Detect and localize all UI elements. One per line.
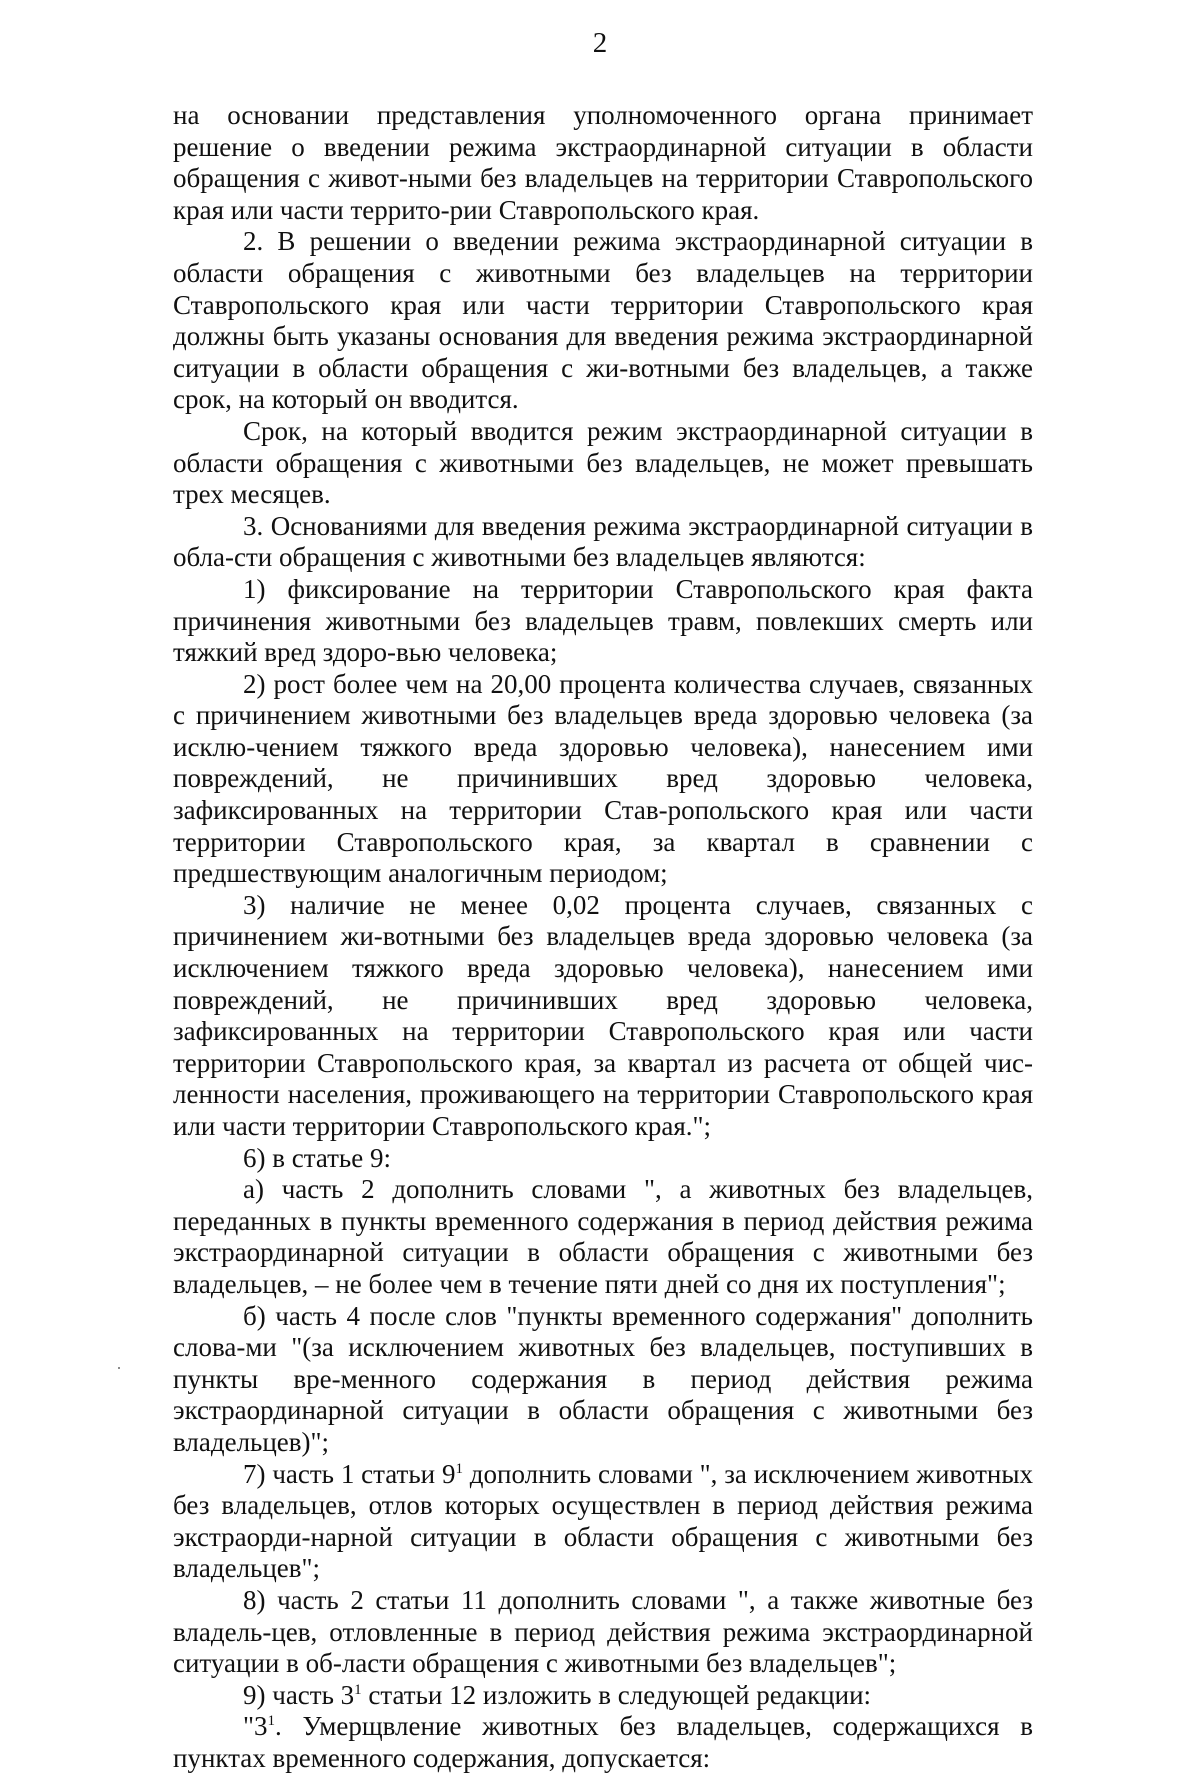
paragraph-text: "3 [243,1711,268,1742]
paragraph [173,1711,1033,1774]
paragraph-text: дополнить словами ", за исключением животных без владельцев, отлов которых осуществлен в период действия режима экстраорди-нарной ситуации в области обращения с животными без владельцев"; [173,1458,1033,1584]
paragraph: 2) рост более чем на 20,00 процента количества случаев, связанных с причинением животными без владельцев вреда здоровью человека (за исклю-чением тяжкого вреда здоровью человека), нанесением ими повреждений, не причинивших вред здоровью человека, зафиксированных на территории Став-ропольского края или части территории Ставропольского края, за квартал в сравнении с предшествующим аналогичным периодом; [173,668,1033,889]
paragraph: а) часть 2 дополнить словами ", а животных без владельцев, переданных в пункты временного содержания в период действия режима экстраординарной ситуации в области обращения с животными без владельцев, – не более чем в течение пяти дней со дня их поступления"; [173,1174,1033,1299]
superscript: 1 [354,1681,362,1698]
paragraph: Срок, на который вводится режим экстраординарной ситуации в области обращения с животными без владельцев, не может превышать трех месяцев. [173,415,1033,510]
paragraph-text: 7) часть 1 статьи 9 [243,1458,456,1489]
paragraph: 8) часть 2 статьи 11 дополнить словами ", а также животные без владель-цев, отловленные в период действия режима экстраординарной ситуации в об-ласти обращения с животными без владельцев"; [173,1584,1033,1679]
paragraph-text: . Умерщвление животных без владельцев, содержащихся в пунктах временного содержания, допускается: [173,1711,1033,1773]
paragraph: 3) наличие не менее 0,02 процента случаев, связанных с причинением жи-вотными без владельцев вреда здоровью человека (за исключением тяжкого вреда здоровью человека), нанесением ими повреждений, не причинивших вред здоровью человека, зафиксированных на территории Ставропольского края или части территории Ставропольского края, за квартал из расчета от общей чис-ленности населения, проживающего на территории Ставропольского края или части территории Ставропольского края."; [173,889,1033,1141]
superscript: 1 [267,1713,276,1730]
paragraph: 1) фиксирование на территории Ставропольского края факта причинения животными без владельцев травм, повлекших смерть или тяжкий вред здоро-вью человека; [173,573,1033,668]
paragraph [173,1680,1033,1712]
paragraph-text: статьи 12 изложить в следующей редакции: [361,1679,872,1710]
document-body [173,100,1033,1774]
paragraph [173,1459,1033,1585]
paragraph: 2. В решении о введении режима экстраординарной ситуации в области обращения с животными без владельцев на территории Ставропольского края или части территории Ставропольского края должны быть указаны основания для введения режима экстраординарной ситуации в области обращения с жи-вотными без владельцев, а также срок, на который он вводится. [173,226,1033,415]
superscript: 1 [455,1460,463,1477]
paragraph-text: 9) часть 3 [243,1679,355,1710]
page-number: 2 [592,27,608,59]
paragraph: б) часть 4 после слов "пункты временного содержания" дополнить слова-ми "(за исключением животных без владельцев, поступивших в пункты вре-менного содержания в период действия режима экстраординарной ситуации в области обращения с животными без владельцев)"; [173,1300,1033,1457]
paragraph: на основании представления уполномоченного органа принимает решение о введении режима экстраординарной ситуации в области обращения с живот-ными без владельцев на территории Ставропольского края или части террито-рии Ставропольского края. [173,100,1033,225]
paragraph: 6) в статье 9: [243,1142,391,1173]
scan-speck [118,1367,120,1369]
paragraph: 3. Основаниями для введения режима экстраординарной ситуации в обла-сти обращения с животными без владельцев являются: [173,510,1033,573]
